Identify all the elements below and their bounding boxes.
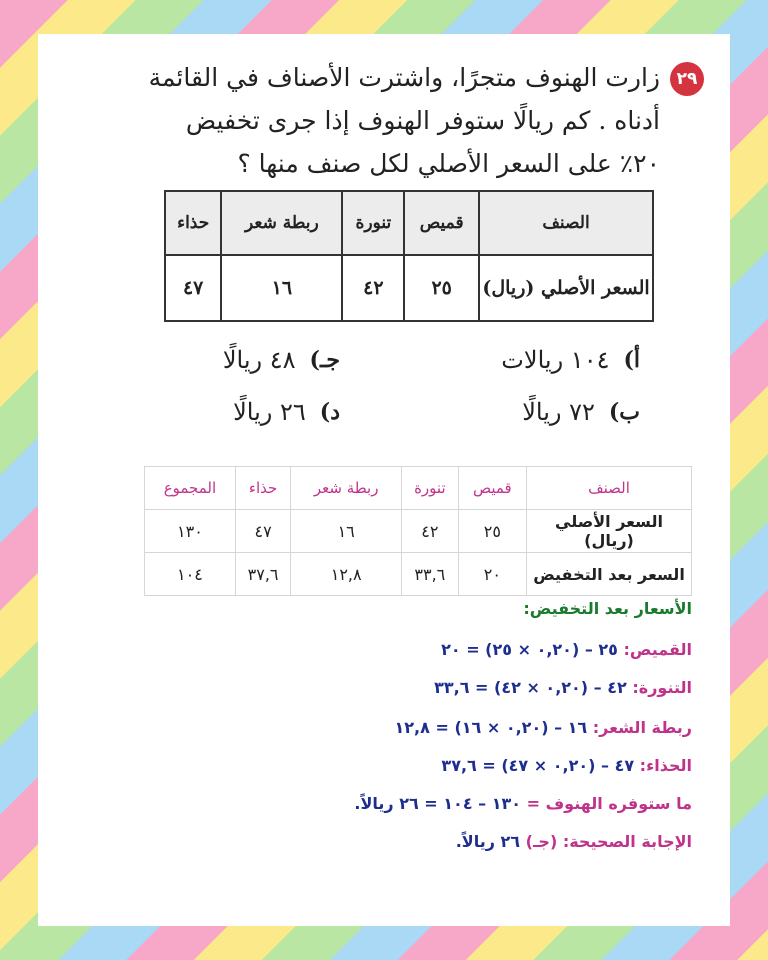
table-header-cell: تنورة [342,191,404,255]
table-header-cell: ربطة شعر [221,191,342,255]
option-letter: جـ) [309,347,340,373]
question-line: أدناه . كم ريالًا ستوفر الهنوف إذا جرى تخفيض [185,106,660,135]
option-a[interactable] [501,346,640,374]
question-line: ٢٠٪ على السعر الأصلي لكل صنف منها ؟ [237,149,660,178]
table-cell: ١٦ [291,510,402,553]
option-text: ٤٨ ريالًا [222,346,296,374]
row-label: السعر بعد التخفيض [527,553,692,596]
option-c[interactable] [223,346,340,374]
calc-label: ربطة الشعر: [592,718,692,737]
answer-label: الإجابة الصحيحة: [562,832,692,851]
question-number-badge: ٢٩ [670,62,704,96]
table-cell: ٣٣,٦ [402,553,459,596]
savings-line [354,794,692,813]
answer-options [120,346,640,446]
calc-expression: ١٦ – (٠,٢٠ × ١٦) = ١٢,٨ [394,718,588,737]
option-d[interactable] [233,398,340,426]
calc-label: الحذاء: [639,756,692,775]
original-price-table [164,190,654,322]
table-header-cell: الصنف [527,467,692,510]
calc-label: القميص: [623,640,692,659]
table-cell: ٢٥ [458,510,526,553]
table-cell: ١٣٠ [145,510,236,553]
calc-line [434,678,692,697]
answer-line [456,832,692,851]
option-text: ٢٦ ريالًا [233,398,306,426]
table-cell: ٣٧,٦ [235,553,290,596]
table-cell: ٤٧ [235,510,290,553]
question-line: زارت الهنوف متجرًا، واشترت الأصناف في القائمة [148,63,660,92]
content-card [38,34,730,926]
solution-table [144,466,692,596]
table-header-cell: المجموع [145,467,236,510]
table-cell: ٢٥ [404,255,479,321]
table-header-cell: الصنف [479,191,653,255]
table-cell: ١٢,٨ [291,553,402,596]
table-header-row [145,467,692,510]
row-label: السعر الأصلي (ريال) [527,510,692,553]
question-text [84,56,660,185]
table-header-cell: ربطة شعر [291,467,402,510]
option-b[interactable] [522,398,640,426]
calc-expression: ٤٧ – (٠,٢٠ × ٤٧) = ٣٧,٦ [441,756,635,775]
option-letter: ب) [608,399,640,425]
table-header-cell: حذاء [235,467,290,510]
question [84,56,704,185]
answer-text: ٢٦ ريالاً. [455,832,521,851]
savings-label: ما ستوفره الهنوف = [526,794,692,813]
option-text: ١٠٤ ريالات [501,346,610,374]
table-row [145,553,692,596]
answer-choice: (جـ) [525,832,558,851]
option-text: ٧٢ ريالًا [522,398,595,426]
table-header-row [165,191,653,255]
table-header-cell: قميص [458,467,526,510]
solution-title: الأسعار بعد التخفيض: [523,599,692,618]
table-cell: ١٠٤ [145,553,236,596]
table-cell: ٤٧ [165,255,221,321]
calc-expression: ٤٢ – (٠,٢٠ × ٤٢) = ٣٣,٦ [434,678,627,697]
table-header-cell: حذاء [165,191,221,255]
table-row [145,510,692,553]
table-header-cell: قميص [404,191,479,255]
calc-line [441,640,692,659]
table-cell: ١٦ [221,255,342,321]
calc-label: التنورة: [632,678,692,697]
table-cell: ٤٢ [342,255,404,321]
option-letter: أ) [623,347,640,373]
table-cell: ٤٢ [402,510,459,553]
calc-expression: ٢٥ – (٠,٢٠ × ٢٥) = ٢٠ [441,640,618,659]
savings-expression: ١٣٠ – ١٠٤ = ٢٦ ريالاً. [354,794,522,813]
calc-line [395,718,692,737]
row-label: السعر الأصلي (ريال) [479,255,653,321]
calc-line [441,756,692,775]
table-header-cell: تنورة [402,467,459,510]
table-cell: ٢٠ [458,553,526,596]
option-letter: د) [319,399,340,425]
table-row [165,255,653,321]
